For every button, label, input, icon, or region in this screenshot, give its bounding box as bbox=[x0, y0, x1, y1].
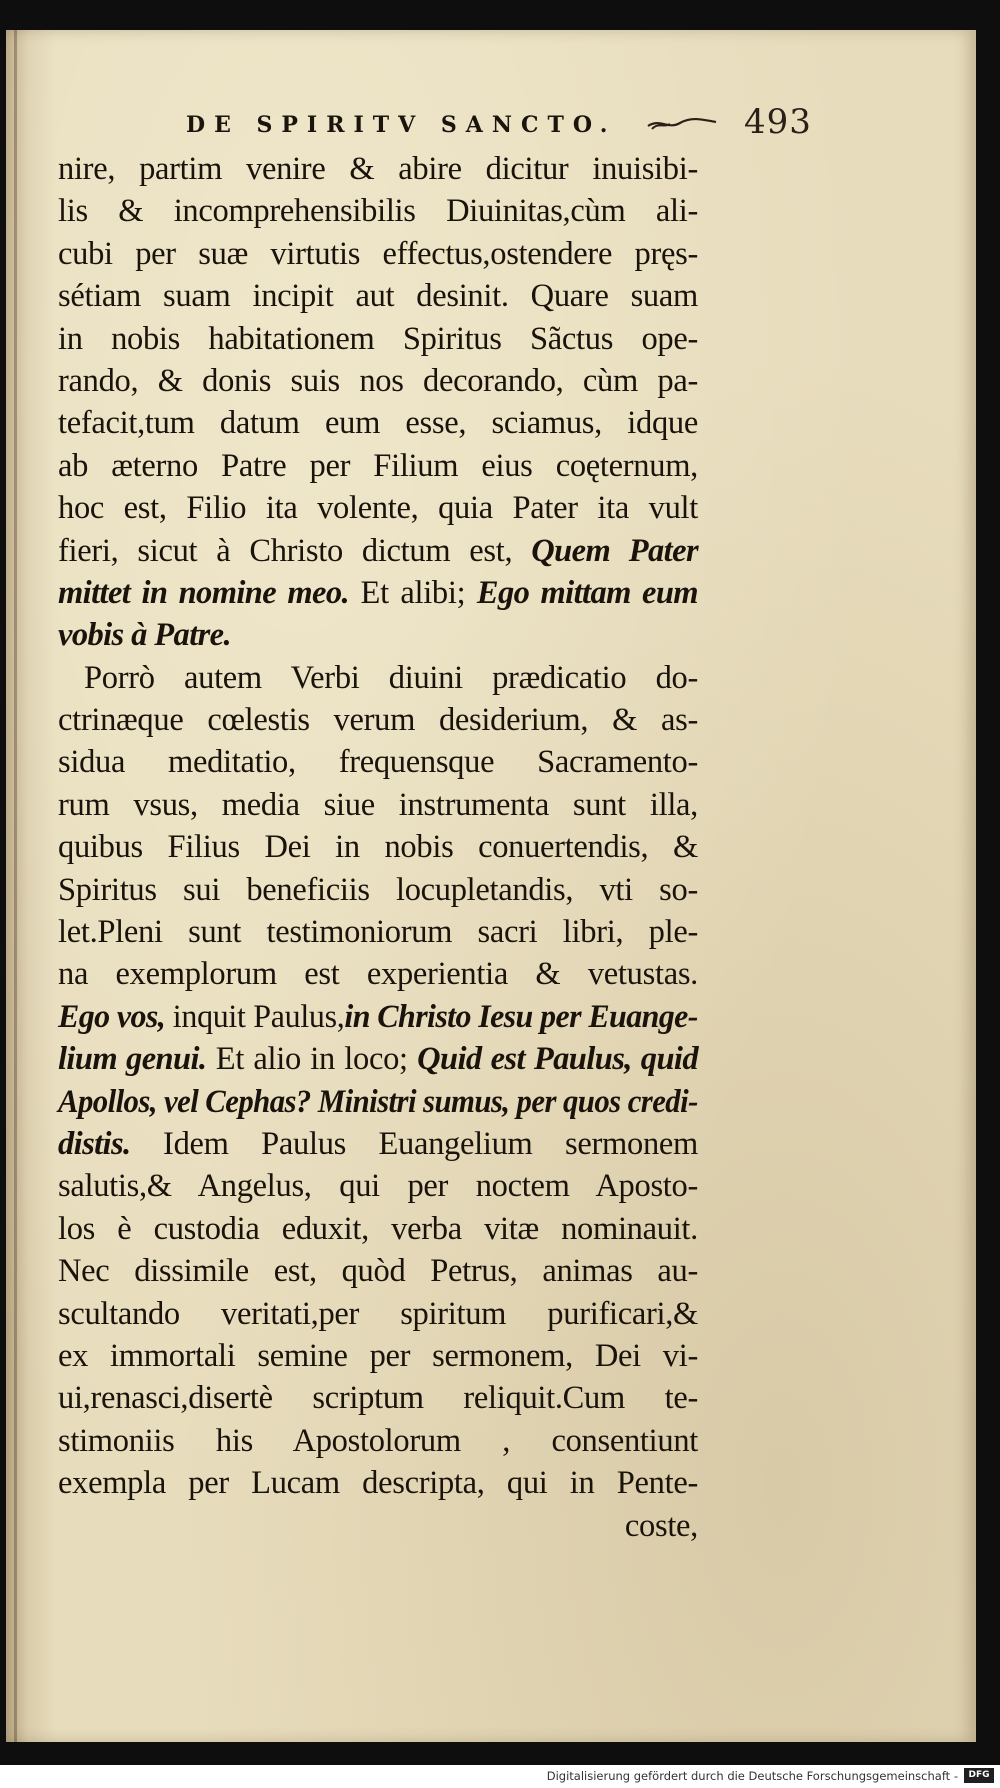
text-line bbox=[58, 1293, 698, 1335]
text-line bbox=[58, 1038, 698, 1080]
text-run: stimoniis his Apostolorum , consentiunt bbox=[58, 1422, 698, 1459]
text-run: ui,renasci,disertè scriptum reliquit.Cum te- bbox=[58, 1380, 698, 1417]
italic-run: mittet in nomine meo. bbox=[58, 574, 350, 611]
italic-run: lium genui. bbox=[58, 1041, 207, 1078]
text-run: exempla per Lucam descripta, qui in Pente- bbox=[58, 1465, 698, 1502]
text-line bbox=[58, 1462, 698, 1504]
running-head: DE SPIRITV SANCTO. bbox=[186, 112, 617, 138]
text-line bbox=[58, 1505, 698, 1547]
text-run: Et alibi; bbox=[349, 574, 477, 611]
text-run: lis & incomprehensibilis Diuinitas,cùm ali- bbox=[58, 193, 698, 230]
text-line bbox=[58, 572, 698, 614]
text-line bbox=[58, 1208, 698, 1250]
italic-run: Apollos, vel Cephas? Ministri sumus, per quos credi- bbox=[58, 1083, 698, 1120]
italic-run: in Christo Iesu per Euange- bbox=[344, 998, 698, 1035]
text-line bbox=[58, 445, 698, 487]
text-line bbox=[58, 1377, 698, 1419]
italic-run: vobis à Patre. bbox=[58, 617, 232, 654]
funding-credit: Digitalisierung gefördert durch die Deutsche Forschungsgemeinschaft - bbox=[546, 1769, 958, 1783]
text-line bbox=[58, 614, 698, 656]
text-run: in nobis habitationem Spiritus Sãctus ope- bbox=[58, 320, 698, 357]
text-line bbox=[58, 869, 698, 911]
italic-run: Ego vos, bbox=[58, 998, 166, 1035]
text-line bbox=[58, 657, 698, 699]
text-line bbox=[58, 699, 698, 741]
page-gutter bbox=[14, 30, 17, 1742]
digitization-footer bbox=[0, 1765, 1000, 1788]
body-text bbox=[58, 148, 698, 1547]
text-run: ctrinæque cœlestis verum desiderium, & as- bbox=[58, 702, 698, 739]
text-line bbox=[58, 826, 698, 868]
text-line bbox=[58, 953, 698, 995]
italic-run: Ego mittam eum bbox=[476, 574, 698, 611]
text-run: sétiam suam incipit aut desinit. Quare suam bbox=[58, 278, 698, 315]
text-run: rum vsus, media siue instrumenta sunt illa, bbox=[58, 786, 698, 823]
text-run: inquit Paulus, bbox=[165, 998, 345, 1035]
text-run: nire, partim venire & abire dicitur inuisibi- bbox=[58, 151, 698, 187]
italic-run: distis. bbox=[58, 1125, 131, 1162]
text-line bbox=[58, 996, 698, 1038]
text-line bbox=[58, 1081, 698, 1123]
text-run: salutis,& Angelus, qui per noctem Aposto- bbox=[58, 1168, 698, 1205]
page-number: 493 bbox=[744, 102, 812, 142]
text-run: Et alio in loco; bbox=[206, 1041, 418, 1078]
text-run: rando, & donis suis nos decorando, cùm pa- bbox=[58, 362, 698, 399]
text-line bbox=[58, 402, 698, 444]
text-line bbox=[58, 487, 698, 529]
text-run: Nec dissimile est, quòd Petrus, animas au- bbox=[58, 1253, 698, 1290]
text-run: ex immortali semine per sermonem, Dei vi- bbox=[58, 1337, 698, 1374]
text-run: sidua meditatio, frequensque Sacramento- bbox=[58, 744, 698, 781]
text-run: tefacit,tum datum eum esse, sciamus, idque bbox=[58, 405, 698, 442]
italic-run: Quid est Paulus, quid bbox=[417, 1041, 699, 1078]
text-line bbox=[58, 318, 698, 360]
text-line bbox=[58, 741, 698, 783]
text-run: hoc est, Filio ita volente, quia Pater ita vult bbox=[58, 490, 698, 527]
text-line bbox=[58, 1165, 698, 1207]
text-line bbox=[58, 148, 698, 190]
text-line bbox=[58, 360, 698, 402]
book-page bbox=[6, 30, 976, 1742]
text-line bbox=[58, 784, 698, 826]
text-run: fieri, sicut à Christo dictum est, bbox=[58, 532, 532, 569]
italic-run: Quem Pater bbox=[531, 532, 698, 569]
text-line bbox=[58, 233, 698, 275]
text-line bbox=[58, 911, 698, 953]
text-run: cubi per suæ virtutis effectus,ostendere pręs- bbox=[58, 235, 698, 272]
text-run: Idem Paulus Euangelium sermonem bbox=[130, 1125, 698, 1162]
text-line bbox=[58, 1123, 698, 1165]
text-run: ab æterno Patre per Filium eius coęternum, bbox=[58, 447, 698, 484]
text-run: na exemplorum est experientia & vetustas. bbox=[58, 956, 698, 993]
text-run: let.Pleni sunt testimoniorum sacri libri, ple- bbox=[58, 914, 698, 951]
text-run: coste, bbox=[624, 1507, 698, 1544]
text-line bbox=[58, 530, 698, 572]
text-line bbox=[58, 1420, 698, 1462]
struck-folio-mark bbox=[646, 114, 718, 134]
text-run: scultando veritati,per spiritum purificari,& bbox=[58, 1295, 698, 1332]
dfg-logo: DFG bbox=[964, 1768, 994, 1783]
text-line bbox=[58, 190, 698, 232]
text-line bbox=[58, 1335, 698, 1377]
text-run: los è custodia eduxit, verba vitæ nominauit. bbox=[58, 1210, 698, 1247]
text-run: quibus Filius Dei in nobis conuertendis, & bbox=[58, 829, 698, 866]
text-line bbox=[58, 275, 698, 317]
text-line bbox=[58, 1250, 698, 1292]
text-run: Porrò autem Verbi diuini prædicatio do- bbox=[84, 659, 698, 696]
text-run: Spiritus sui beneficiis locupletandis, vti so- bbox=[58, 871, 698, 908]
